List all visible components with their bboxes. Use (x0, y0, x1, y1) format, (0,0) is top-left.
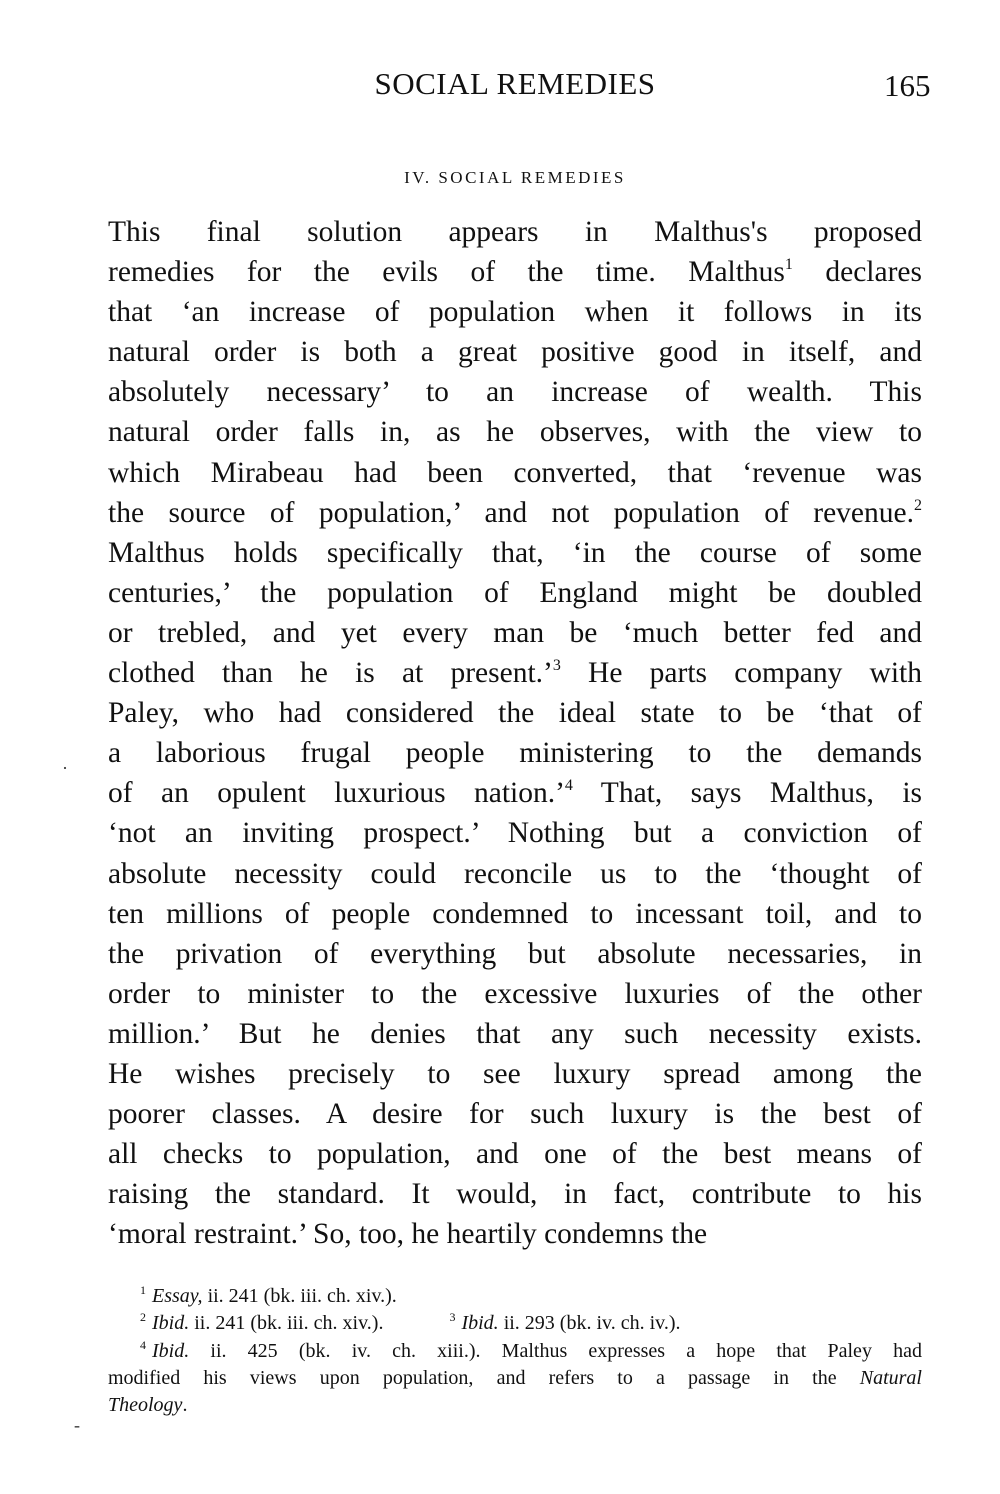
line-text: order to minister to the excessive luxuries of the other (108, 977, 922, 1010)
footnote-reference: 2 (914, 496, 922, 514)
text-line (108, 1174, 922, 1214)
body-text (108, 212, 922, 1254)
line-text: ‘moral restraint.’ So, too, he heartily condemns the (108, 1218, 708, 1251)
line-text: This final solution appears in Malthus's proposed (108, 216, 922, 248)
line-text: ‘not an inviting prospect.’ Nothing but a conviction of (108, 817, 922, 850)
margin-mark: · (62, 758, 68, 778)
line-text: raising the standard. It would, in fact, contribute to his (108, 1178, 922, 1211)
line-text: million.’ But he denies that any such necessity exists. (108, 1017, 922, 1050)
footnote-text: modified his views upon population, and refers to a passage in the (108, 1366, 860, 1389)
text-line (108, 1214, 922, 1254)
line-text: He parts company with (560, 657, 922, 690)
footnote-title: Natural (859, 1366, 922, 1389)
footnote-4-end (108, 1392, 922, 1419)
line-text: centuries,’ the population of England might be doubled (108, 576, 922, 609)
line-text: of an opulent luxurious nation.’ (108, 777, 565, 810)
line-text: Malthus holds specifically that, ‘in the course of some (108, 536, 922, 569)
line-text: that ‘an increase of population when it follows in its (108, 296, 922, 329)
text-line (108, 252, 922, 292)
footnote-reference: 3 (552, 657, 561, 675)
text-line (108, 372, 922, 412)
text-line (108, 573, 922, 613)
footnote-number: 1 (140, 1283, 146, 1297)
text-line (108, 1014, 922, 1054)
text-line (108, 773, 922, 813)
footnote-1 (108, 1283, 922, 1310)
text-line (108, 212, 922, 252)
line-text: natural order falls in, as he observes, with the view to (108, 416, 922, 449)
footnote-reference: 4 (564, 777, 573, 795)
line-text: all checks to population, and one of the best means of (108, 1138, 922, 1171)
line-text: declares (792, 256, 922, 289)
line-text: poorer classes. A desire for such luxury is the best of (108, 1098, 922, 1131)
text-line (108, 854, 922, 894)
footnote-2-3 (108, 1310, 922, 1337)
margin-mark: - (74, 1415, 80, 1435)
line-text: or trebled, and yet every man be ‘much better fed and (108, 616, 922, 649)
text-line (108, 493, 922, 533)
text-line (108, 1054, 922, 1094)
text-line (108, 974, 922, 1014)
footnote-text: ii. 293 (bk. iv. ch. iv.). (498, 1312, 681, 1335)
footnote-4-continued (108, 1365, 922, 1392)
line-text: the source of population,’ and not population of revenue. (108, 496, 914, 529)
line-text: absolutely necessary’ to an increase of wealth. This (108, 376, 922, 409)
text-line (108, 1134, 922, 1174)
text-line (108, 453, 922, 493)
footnote-4 (108, 1338, 922, 1365)
text-line (108, 332, 922, 372)
line-text: natural order is both a great positive good in itself, and (108, 336, 922, 369)
text-line (108, 1094, 922, 1134)
footnote-title: Theology (108, 1394, 183, 1417)
text-line (108, 613, 922, 653)
line-text: ten millions of people condemned to incessant toil, and to (108, 897, 922, 930)
running-head (0, 66, 1000, 110)
line-text: remedies for the evils of the time. Malthus (108, 256, 785, 289)
text-line (108, 733, 922, 773)
footnote-text: . (182, 1394, 188, 1417)
section-heading: IV. SOCIAL REMEDIES (404, 168, 626, 187)
footnote-source: Ibid. (461, 1312, 499, 1335)
footnote-source: Ibid. (152, 1339, 190, 1362)
running-head-title: SOCIAL REMEDIES (374, 66, 656, 101)
text-line (108, 653, 922, 693)
text-line (108, 813, 922, 853)
footnote-source: Essay, (152, 1285, 203, 1307)
footnote-text: ii. 241 (bk. iii. ch. xiv.). (202, 1285, 397, 1307)
footnote-text: ii. 241 (bk. iii. ch. xiv.). (189, 1312, 384, 1335)
footnote-text: ii. 425 (bk. iv. ch. xiii.). Malthus expresses a hope that Paley had (189, 1339, 922, 1362)
footnote-reference: 1 (784, 256, 793, 274)
text-line (108, 934, 922, 974)
line-text: Paley, who had considered the ideal state to be ‘that of (108, 697, 922, 730)
text-line (108, 412, 922, 452)
line-text: a laborious frugal people ministering to the demands (108, 737, 922, 770)
footnote-source: Ibid. (152, 1312, 190, 1335)
text-line (108, 533, 922, 573)
line-text: He wishes precisely to see luxury spread among the (108, 1057, 922, 1090)
footnotes (108, 1283, 922, 1419)
page-number: 165 (884, 68, 931, 103)
footnote-number: 3 (449, 1310, 456, 1325)
footnote-number: 4 (140, 1337, 146, 1352)
text-line (108, 693, 922, 733)
line-text: clothed than he is at present.’ (108, 657, 553, 690)
text-line (108, 292, 922, 332)
line-text: the privation of everything but absolute necessaries, in (108, 937, 922, 970)
text-line (108, 894, 922, 934)
line-text: which Mirabeau had been converted, that ‘revenue was (108, 456, 922, 489)
footnote-number: 2 (140, 1310, 146, 1325)
line-text: absolute necessity could reconcile us to the ‘thought of (108, 857, 922, 890)
line-text: That, says Malthus, is (572, 777, 922, 810)
